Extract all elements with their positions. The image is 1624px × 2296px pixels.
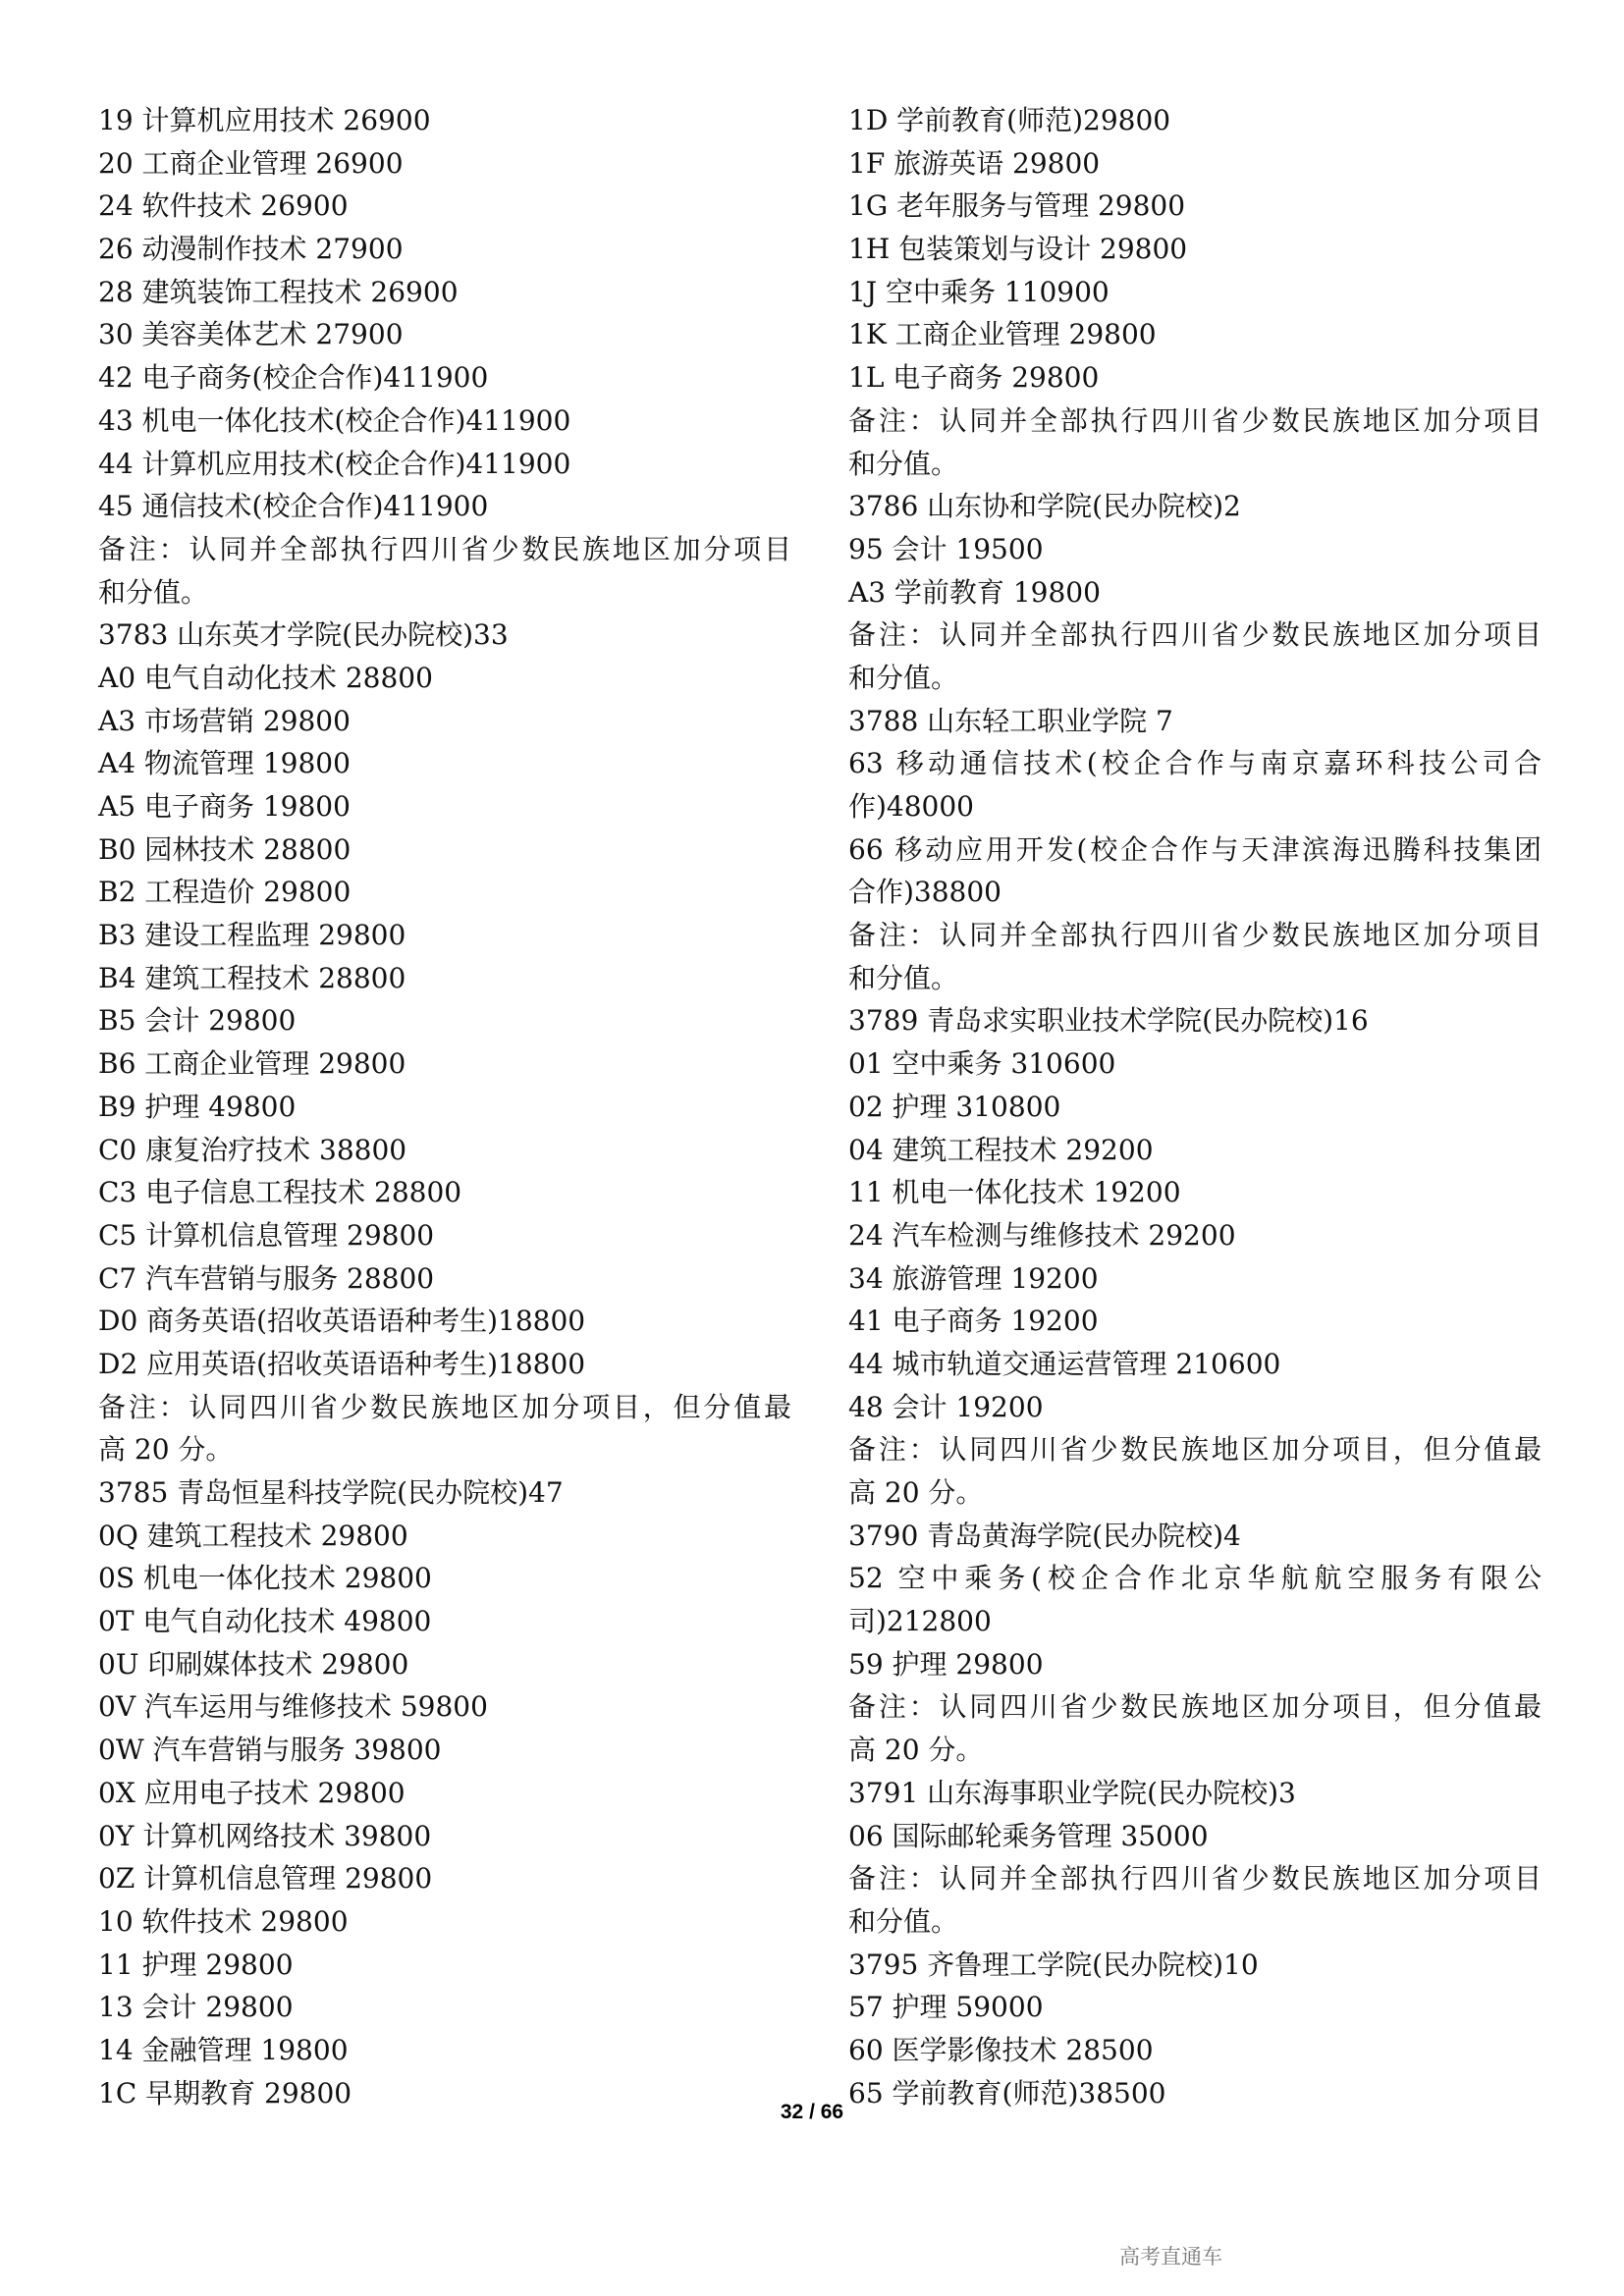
text-line: B9 护理 49800	[98, 1090, 297, 1123]
text-line: 13 会计 29800	[98, 1991, 294, 2024]
text-line: 11 护理 29800	[98, 1948, 294, 1981]
watermark: 高考直通车	[1119, 2245, 1222, 2269]
text-line: 30 美容美体艺术 27900	[98, 318, 404, 351]
text-line: 和分值。	[848, 1904, 959, 1938]
text-line: C0 康复治疗技术 38800	[98, 1133, 407, 1166]
text-line: 司)212800	[848, 1605, 992, 1638]
text-line: 和分值。	[848, 447, 959, 480]
text-line: 1C 早期教育 29800	[98, 2076, 352, 2109]
text-line: B0 园林技术 28800	[98, 832, 352, 866]
text-line: B2 工程造价 29800	[98, 876, 352, 909]
text-line: 19 计算机应用技术 26900	[98, 104, 431, 136]
text-line: 10 软件技术 29800	[98, 1904, 349, 1938]
text-line: 和分值。	[98, 575, 209, 609]
text-line: C7 汽车营销与服务 28800	[98, 1261, 435, 1295]
text-line: 48 会计 19200	[848, 1390, 1044, 1423]
text-line: 备注：认同并全部执行四川省少数民族地区加分项目	[848, 919, 1542, 952]
text-line: 1D 学前教育(师范)29800	[848, 104, 1171, 136]
text-line: 3788 山东轻工职业学院 7	[848, 704, 1173, 737]
right-column	[848, 99, 1542, 2114]
text-line: 高 20 分。	[848, 1734, 984, 1767]
text-line: 高 20 分。	[848, 1476, 984, 1509]
text-line: 和分值。	[848, 661, 959, 694]
text-line: 1L 电子商务 29800	[848, 361, 1100, 395]
text-line: 3790 青岛黄海学院(民办院校)4	[848, 1519, 1241, 1552]
text-line: 66 移动应用开发(校企合作与天津滨海迅腾科技集团	[848, 832, 1542, 866]
text-line: B3 建设工程监理 29800	[98, 919, 406, 952]
text-line: 1J 空中乘务 110900	[848, 275, 1110, 308]
text-line: 24 汽车检测与维修技术 29200	[848, 1218, 1236, 1252]
text-line: 28 建筑装饰工程技术 26900	[98, 275, 459, 308]
text-line: 备注：认同并全部执行四川省少数民族地区加分项目	[98, 532, 791, 565]
text-line: 60 医学影像技术 28500	[848, 2033, 1154, 2066]
text-line: 0X 应用电子技术 29800	[98, 1776, 406, 1809]
text-line: 24 软件技术 26900	[98, 189, 349, 223]
text-line: A5 电子商务 19800	[98, 790, 351, 823]
text-line: 44 计算机应用技术(校企合作)411900	[98, 447, 571, 480]
text-line: 01 空中乘务 310600	[848, 1047, 1116, 1081]
left-column	[98, 99, 791, 2114]
text-line: C5 计算机信息管理 29800	[98, 1218, 435, 1252]
text-line: C3 电子信息工程技术 28800	[98, 1176, 462, 1209]
text-line: 57 护理 59000	[848, 1991, 1044, 2024]
text-line: 备注：认同并全部执行四川省少数民族地区加分项目	[848, 1862, 1542, 1896]
text-line: 1F 旅游英语 29800	[848, 146, 1101, 180]
text-line: 3783 山东英才学院(民办院校)33	[98, 618, 509, 652]
text-line: 0T 电气自动化技术 49800	[98, 1605, 432, 1638]
text-line: 3785 青岛恒星科技学院(民办院校)47	[98, 1476, 564, 1509]
text-line: 14 金融管理 19800	[98, 2033, 349, 2066]
text-line: 43 机电一体化技术(校企合作)411900	[98, 403, 571, 437]
text-line: 41 电子商务 19200	[848, 1305, 1099, 1338]
text-line: A3 市场营销 29800	[98, 704, 351, 737]
text-line: 95 会计 19500	[848, 532, 1044, 565]
text-line: 52 空中乘务(校企合作北京华航航空服务有限公	[848, 1562, 1542, 1595]
text-line: A3 学前教育 19800	[848, 575, 1101, 609]
text-line: 备注：认同并全部执行四川省少数民族地区加分项目	[848, 618, 1542, 652]
text-line: D2 应用英语(招收英语语种考生)18800	[98, 1347, 586, 1380]
text-line: 02 护理 310800	[848, 1090, 1061, 1123]
text-line: 26 动漫制作技术 27900	[98, 233, 404, 266]
text-line: 备注：认同并全部执行四川省少数民族地区加分项目	[848, 403, 1542, 437]
text-line: B6 工商企业管理 29800	[98, 1047, 406, 1081]
text-line: 63 移动通信技术(校企合作与南京嘉环科技公司合	[848, 747, 1542, 780]
text-line: 3786 山东协和学院(民办院校)2	[848, 490, 1241, 523]
text-line: 34 旅游管理 19200	[848, 1261, 1099, 1295]
text-line: B5 会计 29800	[98, 1004, 297, 1038]
text-line: 42 电子商务(校企合作)411900	[98, 361, 489, 395]
text-line: 11 机电一体化技术 19200	[848, 1176, 1181, 1209]
text-line: 65 学前教育(师范)38500	[848, 2076, 1166, 2109]
text-line: D0 商务英语(招收英语语种考生)18800	[98, 1305, 586, 1338]
text-line: 3789 青岛求实职业技术学院(民办院校)16	[848, 1004, 1369, 1038]
text-line: 1K 工商企业管理 29800	[848, 318, 1157, 351]
text-line: 06 国际邮轮乘务管理 35000	[848, 1819, 1209, 1852]
text-line: 0Z 计算机信息管理 29800	[98, 1862, 433, 1896]
text-line: 04 建筑工程技术 29200	[848, 1133, 1154, 1166]
text-line: B4 建筑工程技术 28800	[98, 961, 406, 994]
text-line: 备注：认同四川省少数民族地区加分项目，但分值最	[848, 1690, 1542, 1724]
text-line: 59 护理 29800	[848, 1647, 1044, 1681]
text-line: 44 城市轨道交通运营管理 210600	[848, 1347, 1281, 1380]
text-line: A0 电气自动化技术 28800	[98, 661, 433, 694]
text-line: 3795 齐鲁理工学院(民办院校)10	[848, 1948, 1259, 1981]
text-line: 0Q 建筑工程技术 29800	[98, 1519, 408, 1552]
text-line: 45 通信技术(校企合作)411900	[98, 490, 489, 523]
page-number: 32 / 66	[780, 2101, 844, 2123]
text-line: 合作)38800	[848, 876, 1001, 909]
text-line: 0Y 计算机网络技术 39800	[98, 1819, 432, 1852]
text-line: 3791 山东海事职业学院(民办院校)3	[848, 1776, 1296, 1809]
text-line: 0U 印刷媒体技术 29800	[98, 1647, 409, 1681]
text-line: 0W 汽车营销与服务 39800	[98, 1734, 442, 1767]
text-line: 高 20 分。	[98, 1433, 234, 1467]
text-line: 作)48000	[848, 790, 974, 823]
text-line: 1H 包装策划与设计 29800	[848, 233, 1188, 266]
text-line: A4 物流管理 19800	[98, 747, 351, 780]
text-line: 20 工商企业管理 26900	[98, 146, 404, 180]
text-line: 0V 汽车运用与维修技术 59800	[98, 1690, 488, 1724]
text-line: 1G 老年服务与管理 29800	[848, 189, 1186, 223]
text-line: 备注：认同四川省少数民族地区加分项目，但分值最	[848, 1433, 1542, 1467]
text-line: 0S 机电一体化技术 29800	[98, 1562, 432, 1595]
text-line: 和分值。	[848, 961, 959, 994]
text-line: 备注：认同四川省少数民族地区加分项目，但分值最	[98, 1390, 791, 1423]
